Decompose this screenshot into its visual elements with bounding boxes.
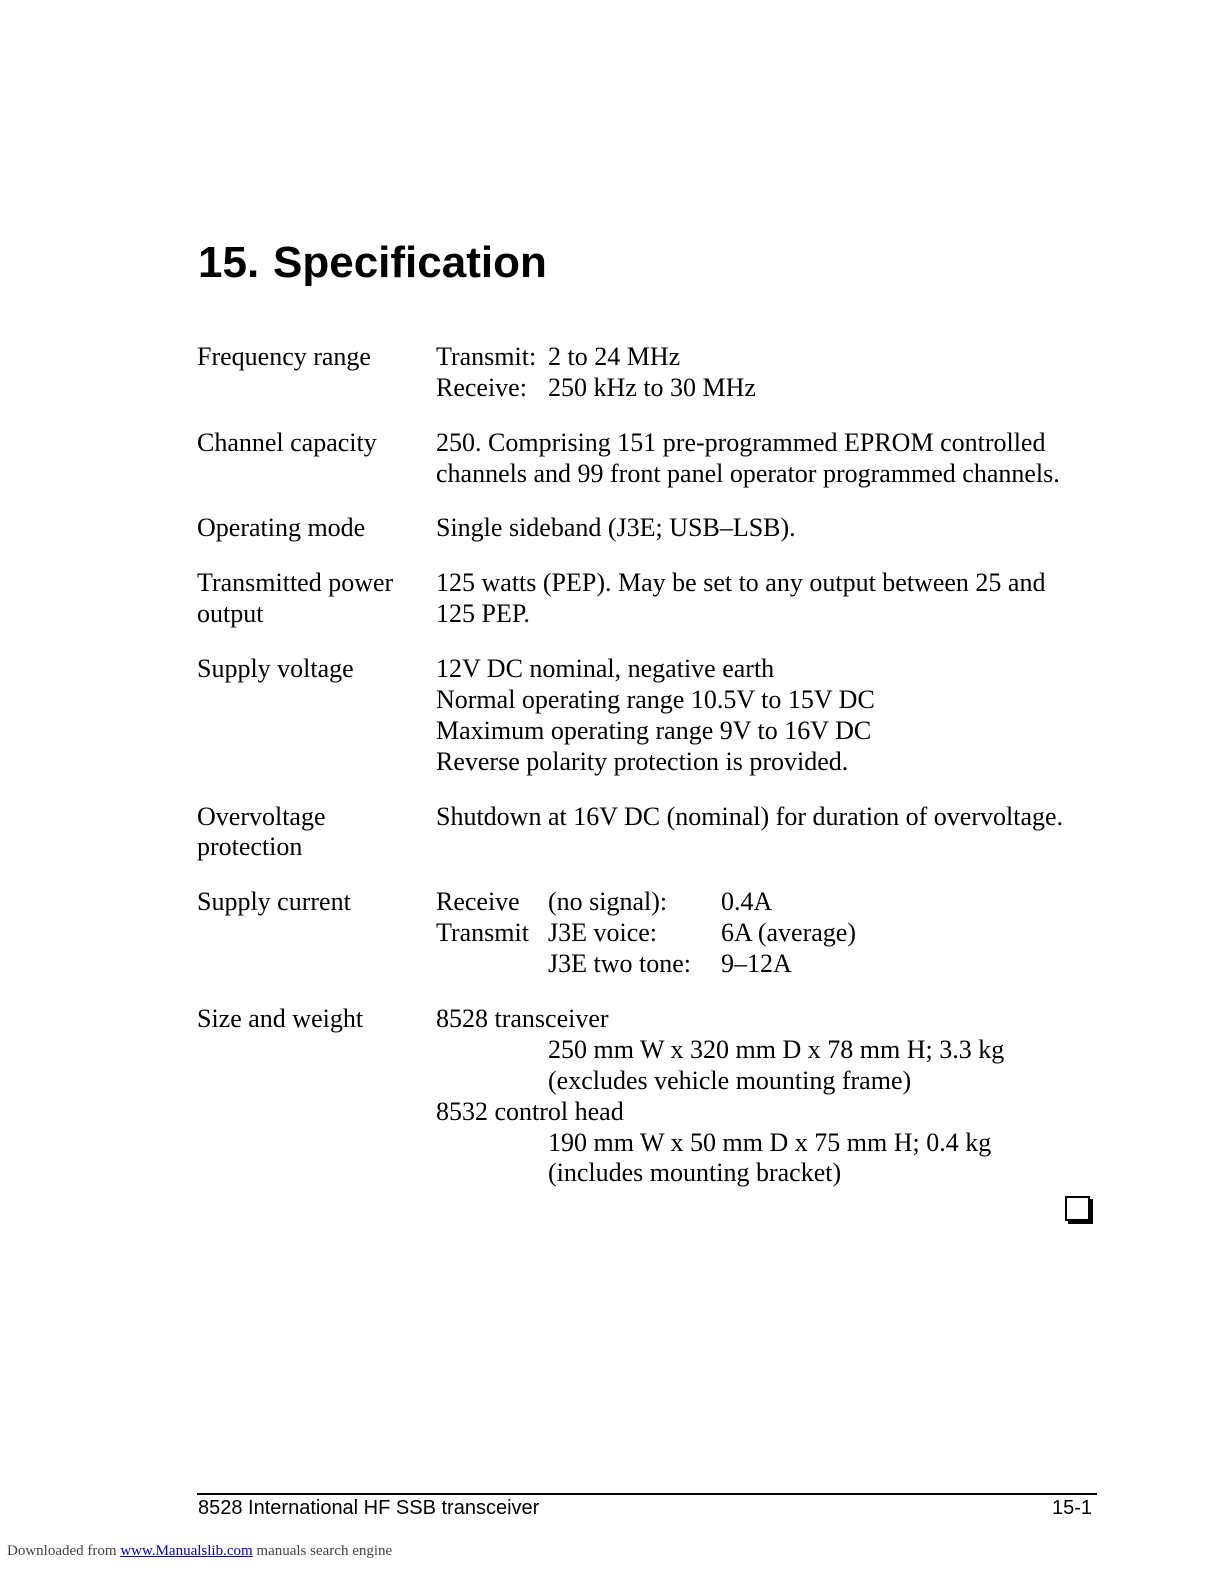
current-twotone-condition: J3E two tone: — [548, 949, 691, 978]
size-head-note: (includes mounting bracket) — [548, 1158, 842, 1187]
download-suffix: manuals search engine — [256, 1543, 393, 1559]
current-twotone-value: 9–12A — [721, 949, 792, 978]
current-twotone — [436, 948, 691, 979]
size-head-name: 8532 control head — [436, 1097, 624, 1126]
size-transceiver-name: 8528 transceiver — [436, 1004, 609, 1033]
footer-page-number: 15-1 — [1051, 1497, 1092, 1519]
frequency-transmit — [436, 341, 680, 372]
current-transmit-condition: J3E voice: — [548, 918, 658, 947]
voltage-line-2: Normal operating range 10.5V to 15V DC — [436, 685, 875, 714]
section-heading — [198, 236, 547, 290]
voltage-line-3: Maximum operating range 9V to 16V DC — [436, 716, 872, 745]
download-notice — [7, 1542, 392, 1560]
current-receive — [436, 886, 667, 917]
frequency-receive-value: 250 kHz to 30 MHz — [548, 373, 756, 402]
spec-label-overvoltage-2: protection — [197, 832, 303, 861]
spec-label-channel: Channel capacity — [197, 428, 377, 457]
current-transmit-value: 6A (average) — [721, 918, 856, 947]
spec-label-voltage: Supply voltage — [197, 654, 354, 683]
size-transceiver-note: (excludes vehicle mounting frame) — [548, 1066, 912, 1095]
power-line-2: 125 PEP. — [436, 599, 530, 628]
mode-value: Single sideband (J3E; USB–LSB). — [436, 513, 796, 542]
voltage-line-4: Reverse polarity protection is provided. — [436, 747, 849, 776]
section-title: Specification — [273, 238, 547, 287]
spec-label-frequency: Frequency range — [197, 342, 371, 371]
spec-label-power-1: Transmitted power — [197, 568, 394, 597]
channel-line-1: 250. Comprising 151 pre-programmed EPROM controlled — [436, 428, 1046, 457]
section-number: 15. — [198, 238, 260, 287]
frequency-receive — [436, 372, 756, 403]
current-transmit — [436, 917, 657, 948]
current-receive-condition: (no signal): — [548, 887, 668, 916]
frequency-receive-label: Receive: — [436, 373, 527, 402]
end-of-section-icon — [1065, 1196, 1090, 1221]
footer-manual-title: 8528 International HF SSB transceiver — [198, 1497, 540, 1519]
spec-label-overvoltage-1: Overvoltage — [197, 802, 326, 831]
current-receive-mode: Receive — [436, 887, 520, 916]
frequency-transmit-label: Transmit: — [436, 342, 537, 371]
spec-label-size: Size and weight — [197, 1004, 364, 1033]
power-line-1: 125 watts (PEP). May be set to any output between 25 and — [436, 568, 1046, 597]
current-transmit-mode: Transmit — [436, 918, 529, 947]
frequency-transmit-value: 2 to 24 MHz — [548, 342, 681, 371]
manualslib-link[interactable]: www.Manualslib.com — [120, 1543, 253, 1559]
channel-line-2: channels and 99 front panel operator programmed channels. — [436, 459, 1060, 488]
overvoltage-value: Shutdown at 16V DC (nominal) for duration of overvoltage. — [436, 802, 1064, 831]
download-prefix: Downloaded from — [7, 1543, 117, 1559]
size-head-dims: 190 mm W x 50 mm D x 75 mm H; 0.4 kg — [548, 1128, 992, 1157]
spec-label-power-2: output — [197, 599, 264, 628]
voltage-line-1: 12V DC nominal, negative earth — [436, 654, 775, 683]
spec-label-current: Supply current — [197, 887, 351, 916]
size-transceiver-dims: 250 mm W x 320 mm D x 78 mm H; 3.3 kg — [548, 1035, 1005, 1064]
spec-label-mode: Operating mode — [197, 513, 366, 542]
current-receive-value: 0.4A — [721, 887, 773, 916]
